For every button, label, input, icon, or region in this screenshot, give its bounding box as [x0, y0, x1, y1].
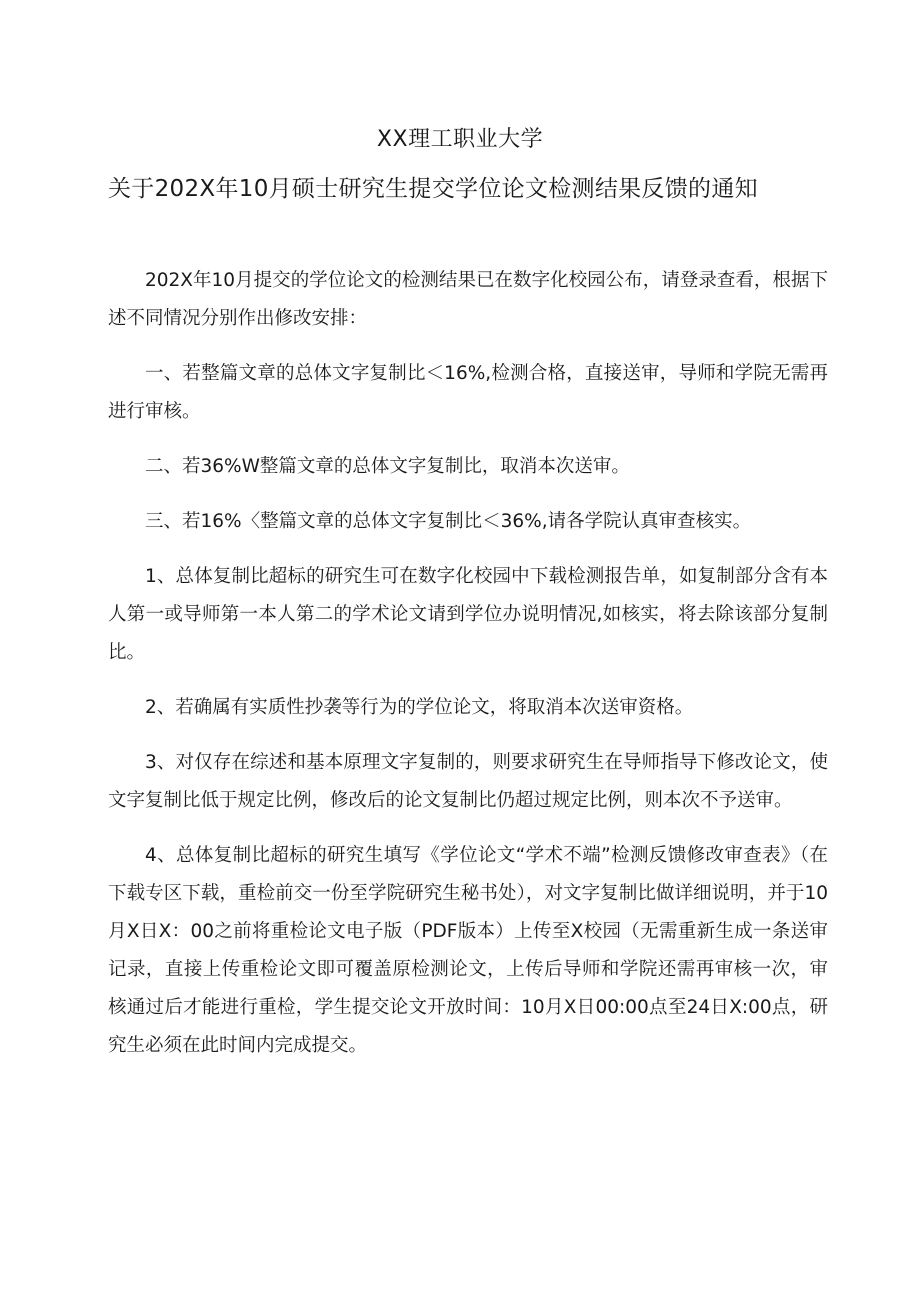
- paragraph-item-2: 二、若36%W整篇文章的总体文字复制比，取消本次送审。: [145, 456, 630, 477]
- document-subtitle: 关于202X年10月硕士研究生提交学位论文检测结果反馈的通知: [108, 176, 758, 202]
- paragraph-subitem-4: 4、总体复制比超标的研究生填写《学位论文“学术不端”检测反馈修改审查表》（在下载专区下载，重检前交一份至学院研究生秘书处），对文字复制比做详细说明，并于10月X日X：00之前将重检论文电子版（PDF版本）上传至X校园（无需重新生成一条送审记录，直接上传重检论文即可覆盖原检测论文，上传后导师和学院还需再审核一次，审核通过后才能进行重检，学生提交论文开放时间：10月X日00:00点至24日X:00点，研究生必须在此时间内完成提交。: [108, 845, 828, 1056]
- paragraph-item-1: 一、若整篇文章的总体文字复制比＜16%,检测合格，直接送审，导师和学院无需再进行审核。: [108, 363, 828, 422]
- document-title: XX理工职业大学: [376, 127, 544, 152]
- paragraph-intro: 202X年10月提交的学位论文的检测结果已在数字化校园公布，请登录查看，根据下述不同情况分别作出修改安排：: [108, 270, 828, 329]
- paragraph-subitem-3: 3、对仅存在综述和基本原理文字复制的，则要求研究生在导师指导下修改论文，使文字复制比低于规定比例，修改后的论文复制比仍超过规定比例，则本次不予送审。: [108, 752, 828, 811]
- paragraph-subitem-1: 1、总体复制比超标的研究生可在数字化校园中下载检测报告单，如复制部分含有本人第一或导师第一本人第二的学术论文请到学位办说明情况,如核实，将去除该部分复制比。: [108, 566, 828, 663]
- paragraph-subitem-2: 2、若确属有实质性抄袭等行为的学位论文，将取消本次送审资格。: [145, 697, 694, 718]
- paragraph-item-3: 三、若16%〈整篇文章的总体文字复制比＜36%,请各学院认真审查核实。: [145, 511, 752, 532]
- document-body: [108, 262, 828, 1082]
